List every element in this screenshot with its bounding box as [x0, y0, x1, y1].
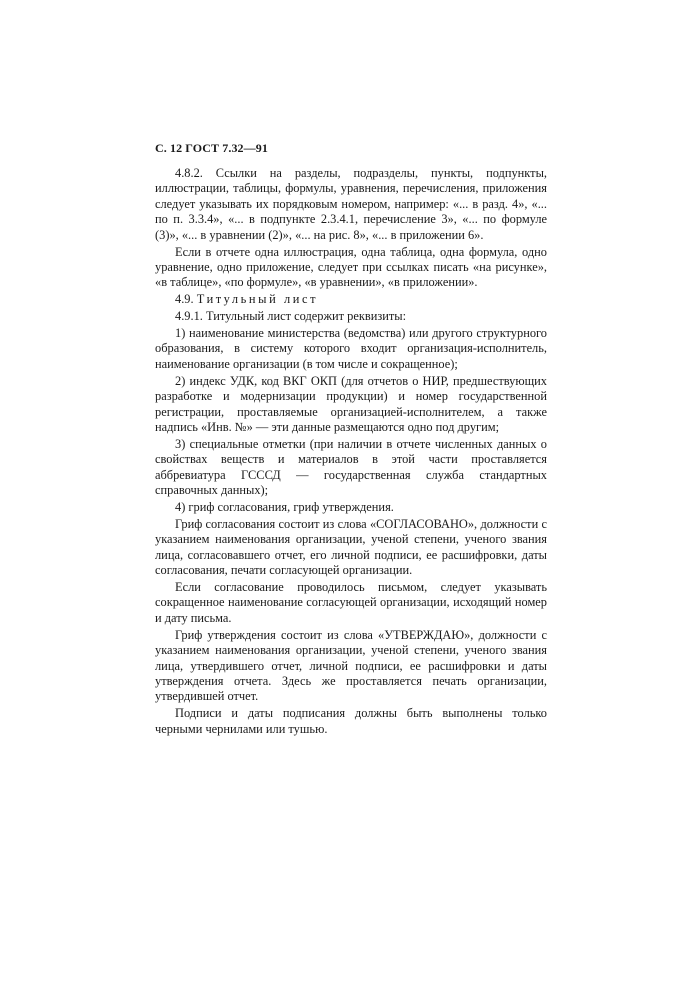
list-item-2: 2) индекс УДК, код ВКГ ОКП (для отчетов о НИР, предшествующих разработке и модернизации продукции) и номер государственной регистрации, проставляемые организацией-исполнителем, а также надпись «Инв. №» — эти данные размещаются одно под другим;	[155, 373, 547, 434]
list-item-1: 1) наименование министерства (ведомства) или другого структурного образования, в систему которого входит организация-исполнитель, наименование организации (в том числе и сокращенное);	[155, 326, 547, 371]
paragraph-approval-stamp: Гриф согласования состоит из слова «СОГЛАСОВАНО», должности с указанием наименования организации, ученой степени, ученого звания лица, согласовавшего отчет, его личной подписи, ее расшифровки, даты согласования, печати согласующей организации.	[155, 516, 547, 578]
document-body	[155, 166, 547, 739]
list-item-3: 3) специальные отметки (при наличии в отчете численных данных о свойствах веществ и материалов в этой части проставляется аббревиатура ГСССД — государственная служба стандартных справочных данных);	[155, 436, 547, 498]
paragraph-4-8-2: 4.8.2. Ссылки на разделы, подразделы, пункты, подпункты, иллюстрации, таблицы, формулы, уравнения, перечисления, приложения следует указывать их порядковым номером, например: «... в разд. 4», «... по п. 3.3.4», «... в подпункте 2.3.4.1, перечисление 3», «... по формуле (3)», «... в уравнении (2)», «... на рис. 8», «... в приложении 6».	[155, 166, 547, 242]
section-title: Титульный лист	[196, 292, 319, 307]
section-number: 4.9.	[175, 292, 194, 307]
paragraph-single-references: Если в отчете одна иллюстрация, одна таблица, одна формула, одно уравнение, одно приложение, следует при ссылках писать «на рисунке», «в таблице», «по формуле», «в уравнении», «в приложении».	[155, 244, 547, 290]
list-item-4: 4) гриф согласования, гриф утверждения.	[175, 500, 394, 515]
paragraph-4-9-1: 4.9.1. Титульный лист содержит реквизиты:	[175, 309, 407, 324]
paragraph-letter-approval: Если согласование проводилось письмом, следует указывать сокращенное наименование согласующей организации, исходящий номер и дату письма.	[155, 580, 547, 625]
page-header: С. 12 ГОСТ 7.32—91	[155, 141, 268, 155]
section-heading-4-9	[155, 292, 547, 307]
paragraph-confirmation-stamp: Гриф утверждения состоит из слова «УТВЕРЖДАЮ», должности с указанием наименования организации, ученой степени, ученого звания лица, утвердившего отчет, личной подписи, ее расшифровки и даты утверждения отчета. Здесь же проставляется печать организации, утвердившей отчет.	[155, 627, 547, 704]
paragraph-signatures: Подписи и даты подписания должны быть выполнены только черными чернилами или тушью.	[155, 706, 547, 736]
